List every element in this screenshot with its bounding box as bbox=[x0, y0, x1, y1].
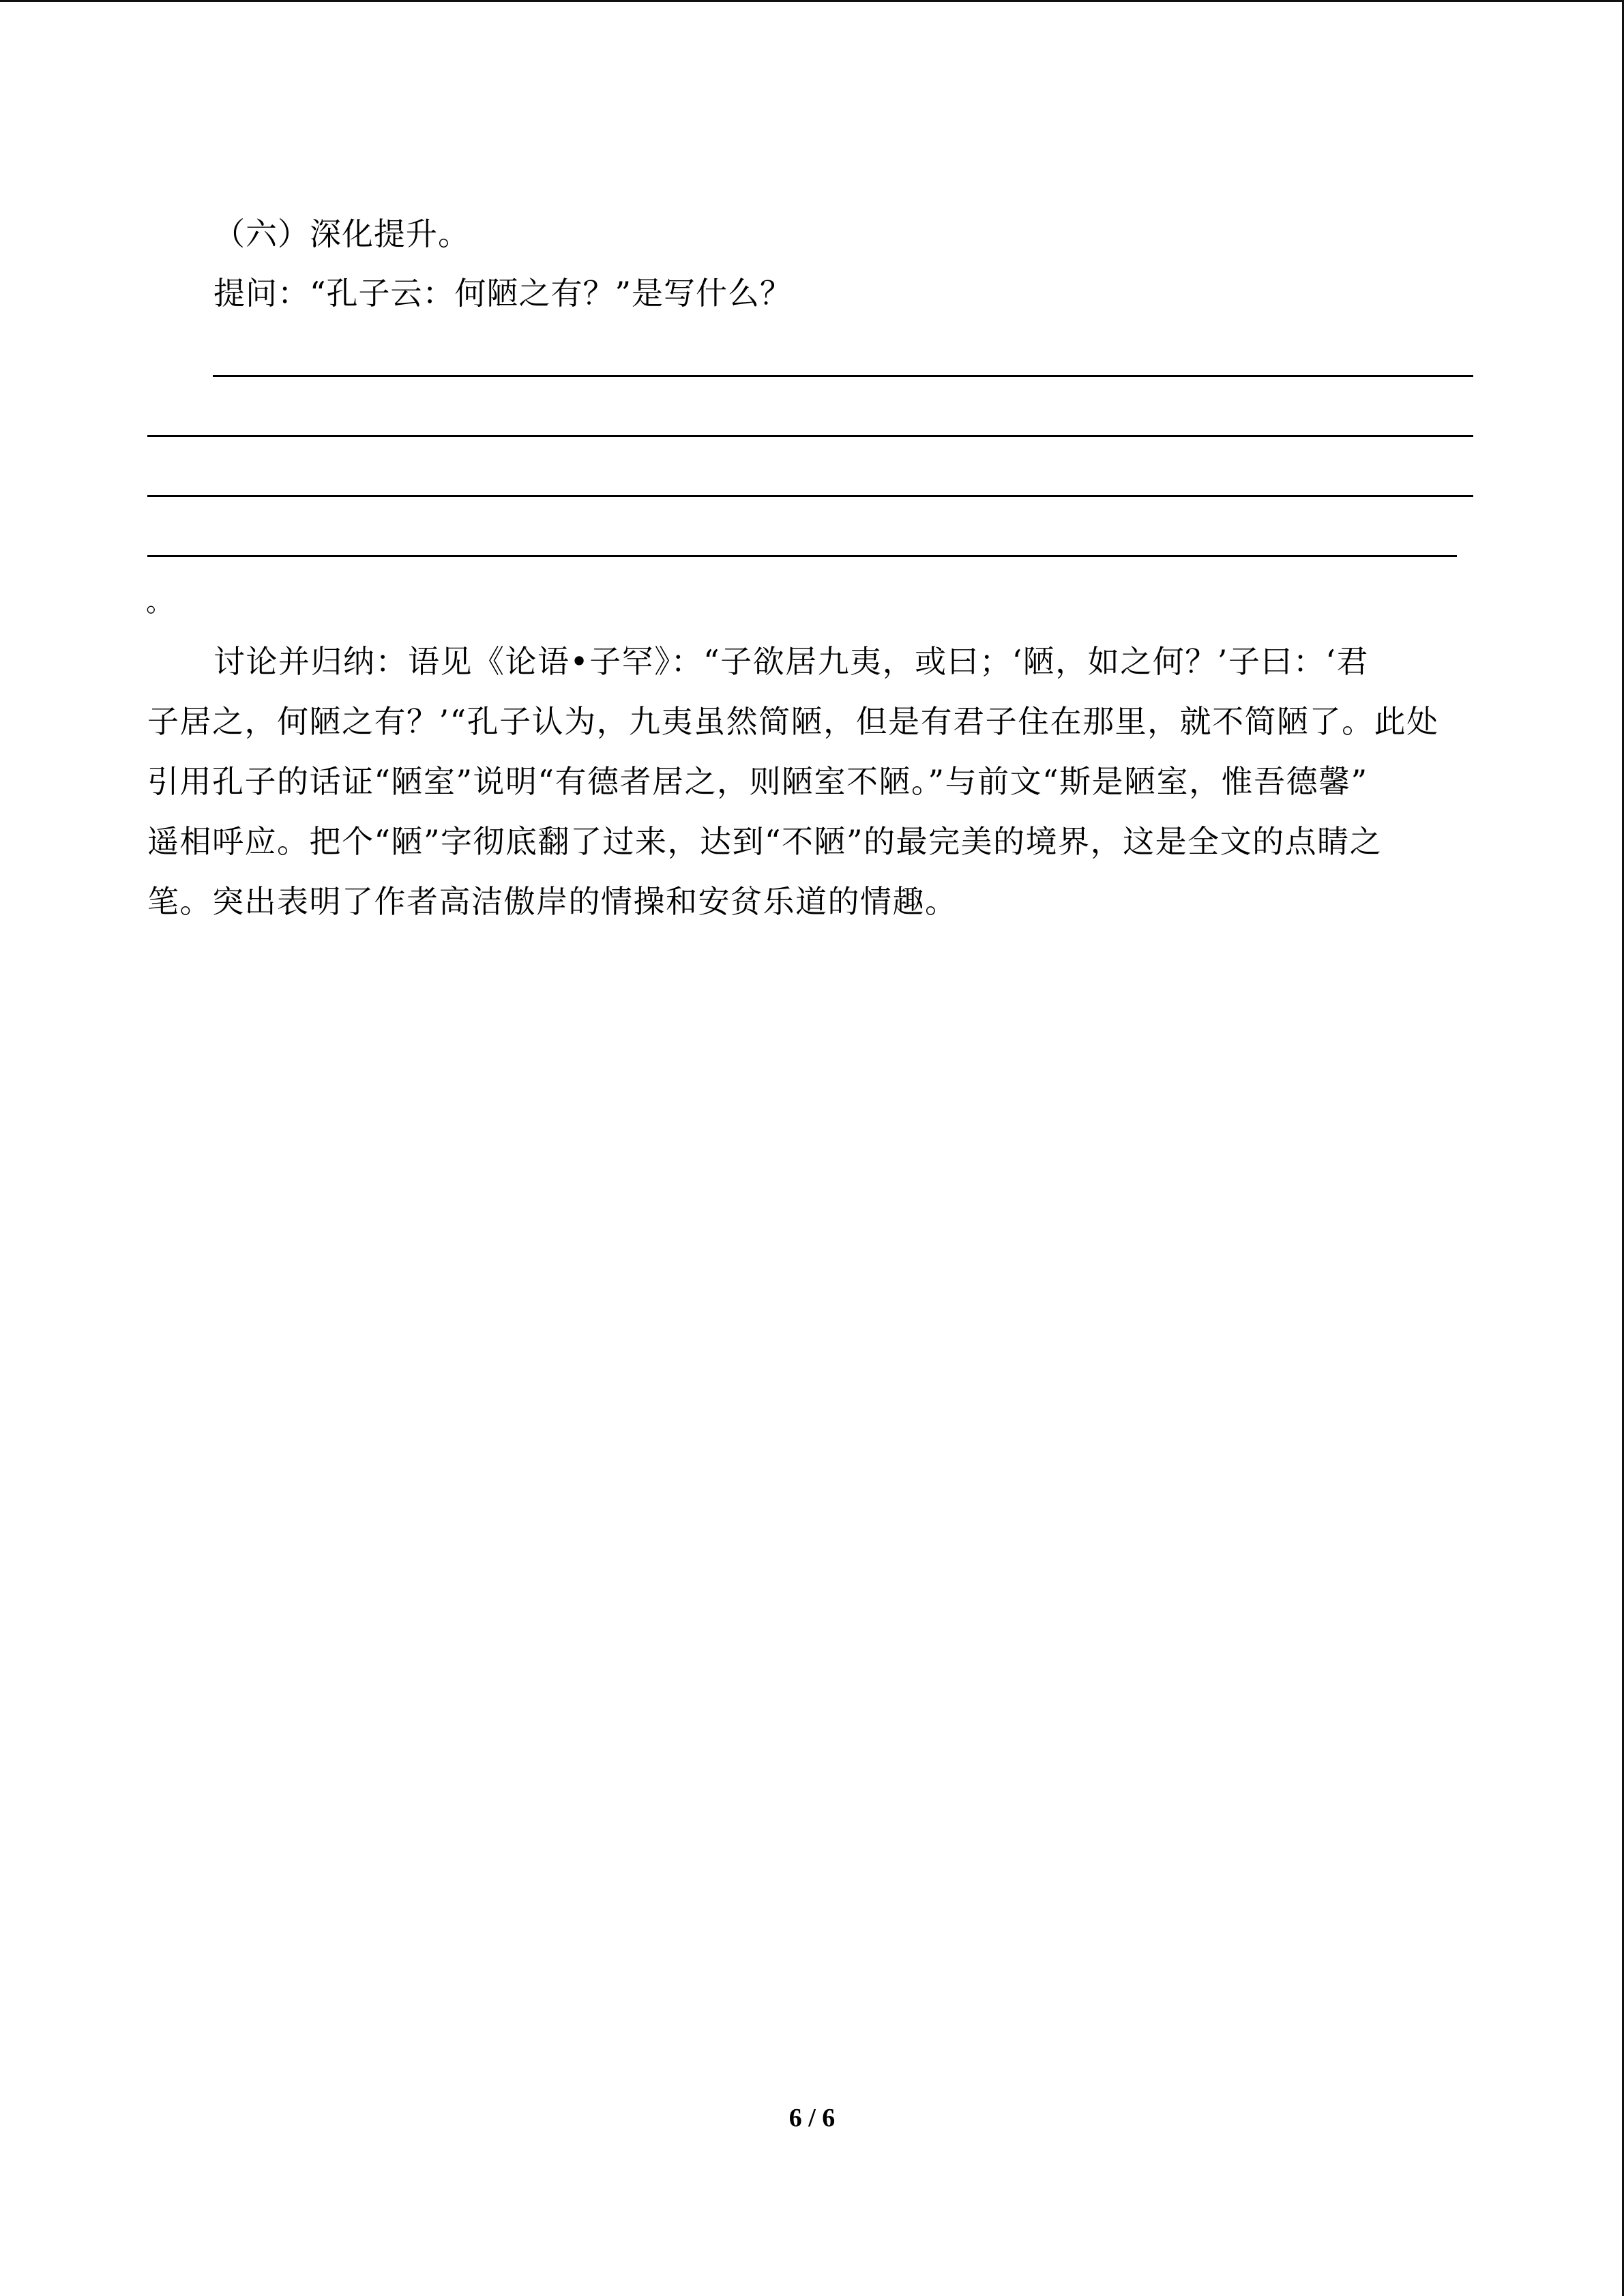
answer-blank-line[interactable] bbox=[147, 555, 1457, 557]
paragraph-line: 讨论并归纳：语见《论语•子罕》：“子欲居九夷，或曰；‘陋，如之何？’子曰：‘君 bbox=[213, 643, 1370, 680]
paragraph-line: 遥相呼应。把个“陋”字彻底翻了过来，达到“不陋”的最完美的境界，这是全文的点睛之 bbox=[147, 823, 1383, 860]
paragraph-line: 笔。突出表明了作者高洁傲岸的情操和安贫乐道的情趣。 bbox=[147, 883, 958, 920]
page-border-top bbox=[0, 0, 1624, 2]
paragraph-line: 子居之，何陋之有？’“孔子认为，九夷虽然简陋，但是有君子住在那里，就不简陋了。此处 bbox=[147, 703, 1439, 740]
paragraph-line: 引用孔子的话证“陋室”说明“有德者居之，则陋室不陋。”与前文“斯是陋室，惟吾德馨” bbox=[147, 763, 1368, 800]
answer-blank-line[interactable] bbox=[147, 495, 1473, 497]
discussion-paragraph bbox=[147, 631, 1473, 931]
question-prompt: 提问：“孔子云：何陋之有？”是写什么？ bbox=[213, 275, 793, 312]
answer-blank-line[interactable] bbox=[147, 435, 1473, 437]
answer-end-mark: 。 bbox=[146, 586, 173, 618]
answer-blank-line[interactable] bbox=[213, 375, 1473, 377]
page-number: 6 / 6 bbox=[788, 2104, 836, 2132]
section-heading: （六）深化提升。 bbox=[213, 215, 470, 252]
